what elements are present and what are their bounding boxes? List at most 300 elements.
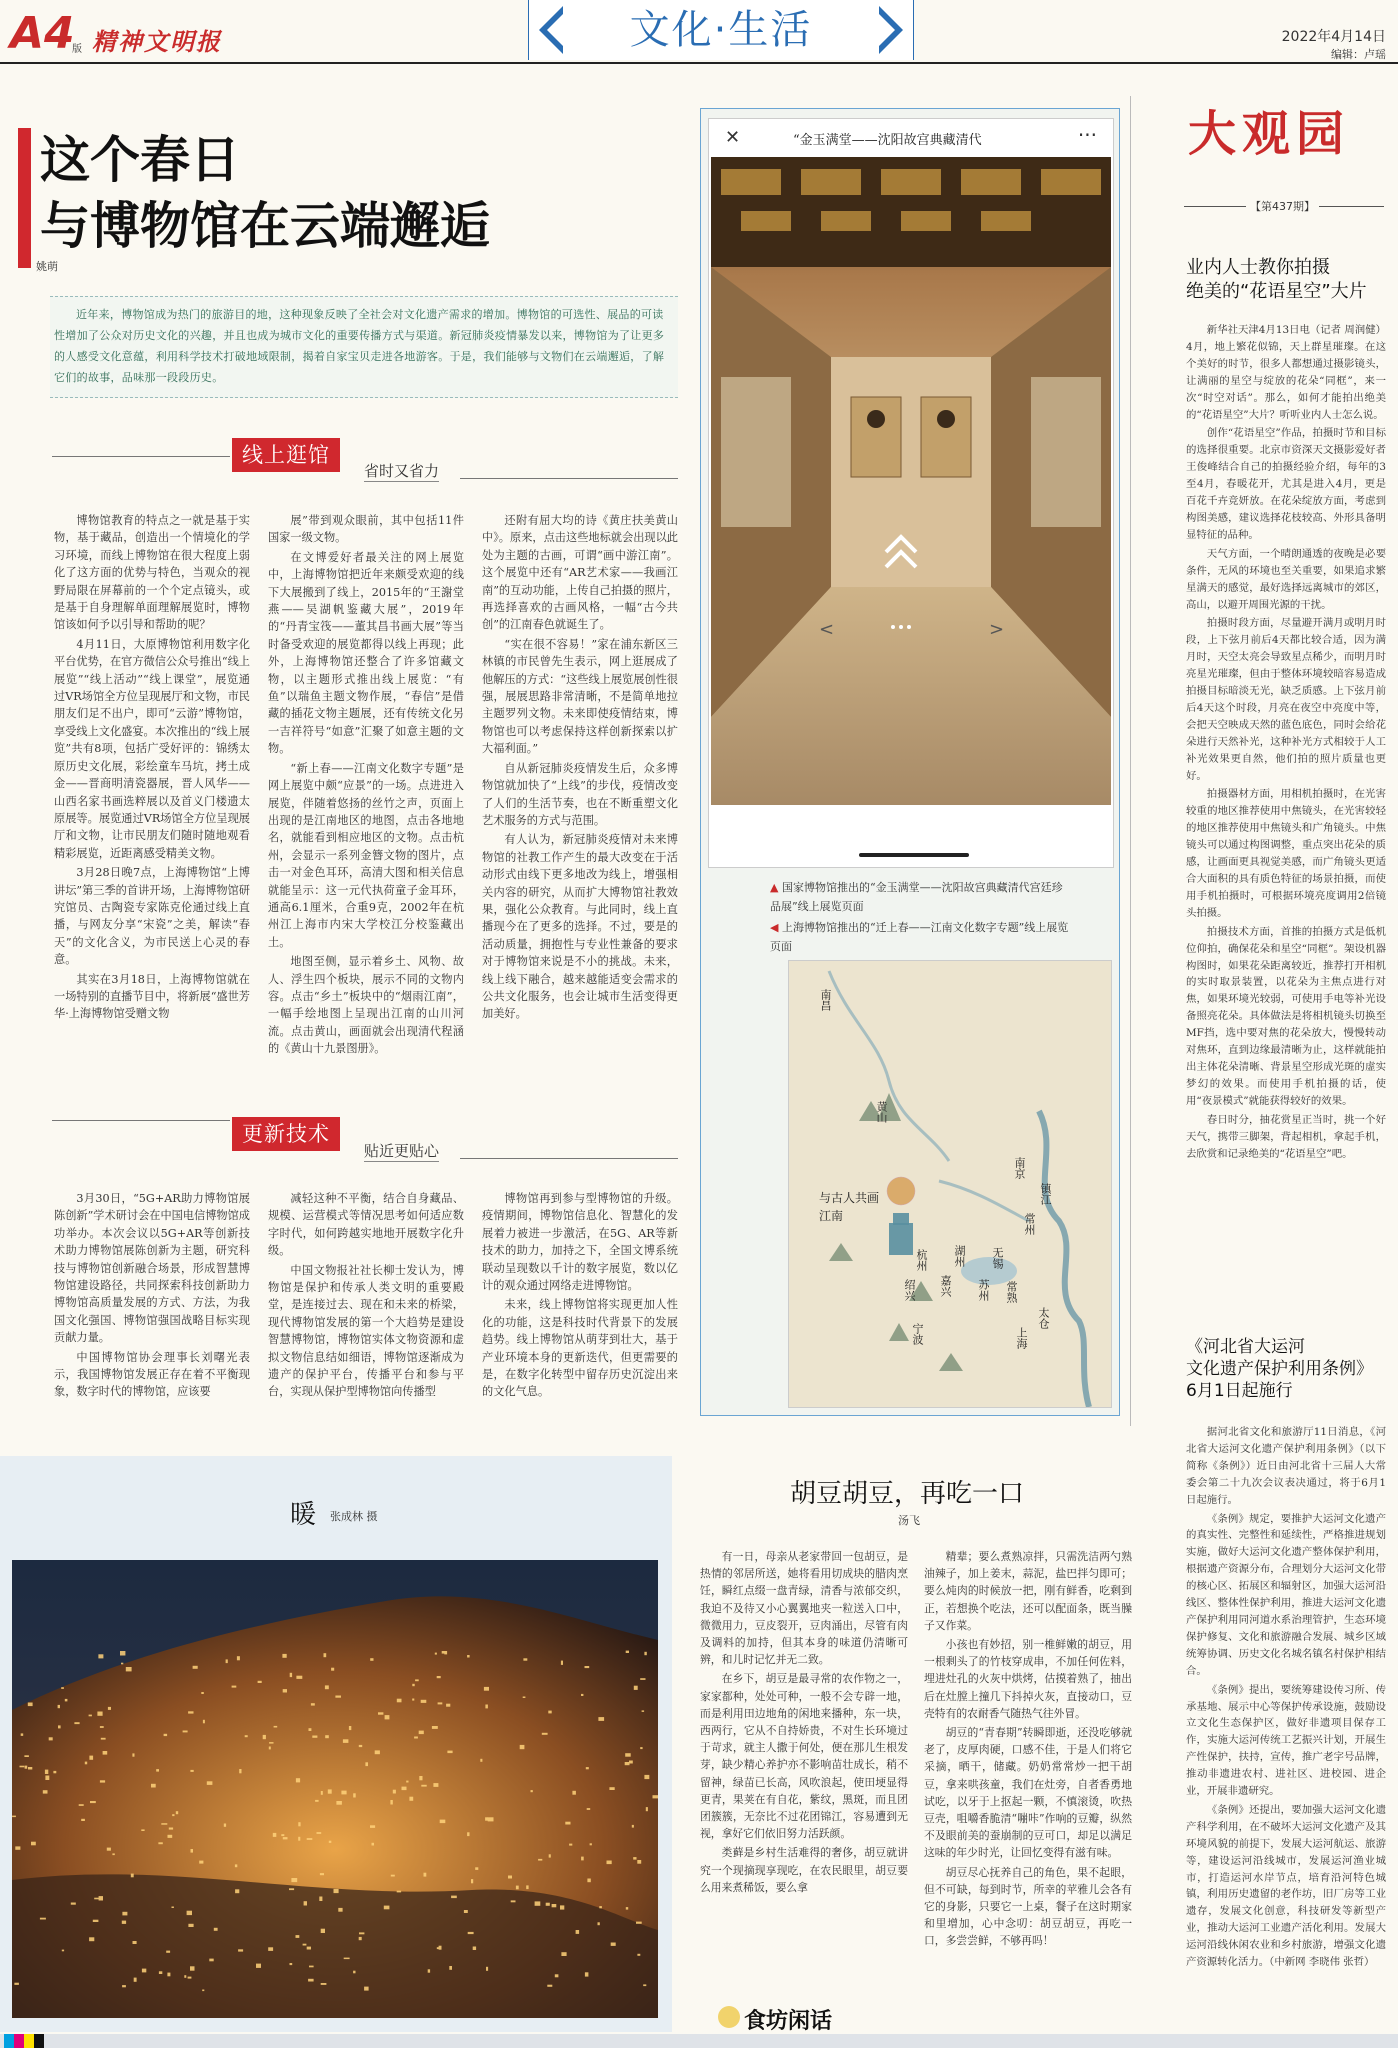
- window-light: [419, 1776, 422, 1780]
- window-light: [283, 1689, 287, 1692]
- window-light: [637, 1860, 641, 1864]
- window-light: [548, 1711, 551, 1714]
- window-light: [108, 1707, 111, 1710]
- window-light: [375, 1750, 380, 1754]
- window-light: [290, 1673, 292, 1677]
- section1-badge: 线上逛馆: [232, 438, 340, 472]
- window-light: [637, 1954, 640, 1956]
- window-light: [290, 1963, 293, 1965]
- window-light: [190, 1966, 195, 1970]
- window-light: [437, 1947, 440, 1949]
- window-light: [256, 1964, 261, 1968]
- window-light: [633, 1857, 636, 1860]
- window-light: [598, 1717, 604, 1721]
- window-light: [237, 1656, 240, 1660]
- window-light: [238, 1949, 243, 1951]
- window-light: [523, 1658, 527, 1660]
- window-light: [151, 1784, 156, 1788]
- window-light: [100, 1726, 104, 1728]
- section1-rule: [52, 456, 230, 457]
- window-light: [365, 1762, 368, 1766]
- window-light: [319, 1897, 322, 1902]
- sidebar-article2-title1: 《河北省大运河: [1186, 1337, 1305, 1357]
- window-light: [435, 1653, 437, 1655]
- caption-shanghai: [770, 918, 1070, 956]
- window-light: [214, 1928, 218, 1931]
- banner-left-arrow-icon: [535, 4, 565, 56]
- window-light: [629, 1761, 633, 1764]
- sidebar-article1-paragraph: 拍摄器材方面，用相机拍摄时，在光害较重的地区推荐使用中焦镜头，在光害较轻的地区推荐使用中焦镜头和广角镜头。中焦镜头可以通过构图调整，重点突出花朵的质感，让画面更具视觉美感，而广角镜头更适合大面积的具有质色特征的场景拍摄，而使用手机拍摄时，可根据环境亮度调用2倍镜头拍摄。: [1186, 788, 1386, 919]
- window-light: [321, 1929, 325, 1933]
- window-light: [485, 1817, 488, 1820]
- window-light: [31, 1842, 36, 1846]
- window-light: [58, 1725, 61, 1728]
- prev-arrow-icon[interactable]: <: [819, 619, 835, 640]
- title-red-bar: [18, 128, 31, 268]
- window-light: [626, 1907, 628, 1910]
- window-light: [428, 1969, 430, 1972]
- virtual-hall-image: [711, 157, 1111, 805]
- window-light: [168, 1835, 173, 1838]
- window-light: [636, 1922, 642, 1924]
- window-light: [188, 1977, 192, 1979]
- window-light: [523, 1697, 526, 1699]
- section1-col2-paragraph: “新上春——江南文化数字专题”是网上展览中颇“应景”的一场。点进进入展览，伴随着悠扬的丝竹之声，页面上出现的是江南地区的地图，点击各地地名，就能看到相应地区的文物。点击杭州，会显示一系列金簪文物的图片，点击一对金色耳环，高清大图和相关信息就能呈示：这一元代执荷童子金耳环，通高6.1厘米，合重9克，2002年在杭州江上海市内宋大学校江分校鉴藏出土。: [268, 761, 464, 949]
- phone-page-title: “金玉满堂——沈阳故宫典藏清代: [793, 133, 982, 148]
- window-light: [331, 1668, 334, 1671]
- window-light: [304, 1901, 307, 1905]
- window-light: [190, 1770, 193, 1772]
- section2-col3-paragraph: 博物馆再到参与型博物馆的升级。疫情期间，博物馆信息化、智慧化的发展着力被进一步激活，在5G、AR等新技术的助力，加持之下，全国文博系统联动呈现数以千计的数字展览，数以亿计的观众通过网络走进博物馆。: [482, 1192, 678, 1293]
- color-swatch-magenta: [14, 2034, 24, 2048]
- banner-right-arrow-icon: [877, 4, 907, 56]
- section1-col1-paragraph: 其实在3月18日，上海博物馆就在一场特别的直播节目中，将新展“盛世芳华·上海博物馆受赠文物: [54, 972, 250, 1021]
- window-light: [508, 1876, 512, 1879]
- window-light: [385, 1715, 390, 1719]
- jiangnan-map: [789, 961, 1111, 1407]
- sidebar-article2-title3: 6月1日起施行: [1186, 1381, 1293, 1401]
- print-color-bar: [0, 2034, 1398, 2048]
- window-light: [587, 1808, 591, 1810]
- section2-column3: [482, 1190, 678, 1426]
- window-light: [572, 1791, 576, 1795]
- window-light: [239, 1769, 241, 1773]
- window-light: [53, 1771, 56, 1773]
- window-light: [312, 1736, 317, 1738]
- section-banner: [528, 0, 914, 60]
- window-light: [122, 1912, 127, 1916]
- window-light: [626, 1651, 629, 1653]
- window-light: [467, 1832, 469, 1836]
- header-rule: [0, 62, 1398, 64]
- window-light: [187, 1911, 192, 1915]
- window-light: [561, 1661, 563, 1665]
- masthead: [0, 0, 1398, 64]
- window-light: [274, 1726, 278, 1728]
- window-light: [24, 1755, 29, 1757]
- window-light: [269, 1747, 271, 1750]
- window-light: [486, 1967, 488, 1971]
- caption-triangle-left-icon: ◀: [770, 921, 779, 934]
- sidebar-article2-paragraph: 《条例》提出，要统筹建设传习所、传承基地、展示中心等保护传承设施，鼓励设立文化生态保护区，做好非遗项目保存工作，实施大运河传统工艺振兴计划，开展生产性保护，扶持，宣传，推广老字号品牌，推动非遗进农村、进社区、进校园、进企业，开展非遗研究。: [1186, 1683, 1386, 1798]
- food-col2-paragraph: 小孩也有妙招，别一椎鲜嫩的胡豆，用一根剩头了的竹枝穿成串，不加任何佐料，埋进灶孔的火灰中烘烤，估摸着熟了，抽出后在灶膛上撞几下抖掉火灰，直接动口，豆壳特有的农耐香气随热气往外冒。: [924, 1638, 1132, 1720]
- window-light: [20, 1766, 25, 1768]
- section1-col2-paragraph: 地图至侧，显示着乡土、风物、故人、浮生四个板块，展示不同的文物内容。点击“乡土”板块中的“烟雨江南”，一幅手绘地图上呈现出江南的山川河流。点击黄山，画面就会出现清代程涵的《黄山十九景图册》。: [268, 955, 464, 1056]
- window-light: [442, 1651, 446, 1654]
- window-light: [341, 1791, 346, 1795]
- window-light: [167, 1973, 170, 1977]
- window-light: [609, 1787, 614, 1790]
- sidebar-article1-paragraph: 创作“花语星空”作品，拍摄时节和目标的选择很重要。北京市资深天文摄影爱好者王俊峰结合自己的拍摄经验介绍，每年的3至4月，春暖花开，尤其是进入4月，更是百花千卉竞妍放。在花朵绽放方面，考虑到构图美感，建议选择花枝较高、外形具备明显特征的品种。: [1186, 427, 1386, 541]
- window-light: [263, 1735, 266, 1739]
- window-light: [531, 1790, 533, 1792]
- map-label-suzhou: 苏州: [977, 1279, 990, 1301]
- window-light: [433, 1783, 438, 1787]
- window-light: [201, 1692, 204, 1694]
- window-light: [103, 1751, 108, 1755]
- window-light: [520, 1745, 525, 1749]
- section2-rule: [52, 1120, 230, 1121]
- window-light: [311, 1703, 315, 1705]
- window-light: [184, 1975, 186, 1978]
- section-title: 文化·生活: [629, 7, 813, 53]
- window-light: [549, 1854, 551, 1857]
- window-light: [141, 1829, 144, 1831]
- window-light: [126, 1667, 132, 1671]
- window-light: [464, 1910, 468, 1913]
- section2-column1: [54, 1190, 250, 1426]
- window-light: [321, 1983, 327, 1985]
- window-light: [132, 1753, 134, 1756]
- window-light: [320, 1873, 324, 1875]
- color-swatch-yellow: [24, 2034, 34, 2048]
- section1-col3-paragraph: “实在很不容易！”家在浦东新区三林镇的市民曾先生表示，网上逛展成了他解压的方式：“这些线上展览展创性很强，展展思路非常清晰，不是简单地拉主题罗列文物。未来即使疫情结束，博物馆也可以考虑保持这样创新探索以扩大福利面。”: [482, 637, 678, 756]
- window-light: [62, 1950, 64, 1952]
- window-light: [576, 1930, 580, 1934]
- main-author: 姚萌: [36, 260, 58, 273]
- window-light: [586, 1767, 589, 1769]
- window-light: [21, 1733, 24, 1736]
- window-light: [61, 1687, 64, 1689]
- window-light: [468, 1932, 474, 1934]
- window-light: [336, 1801, 342, 1805]
- map-label-taicang: 太仓: [1037, 1307, 1050, 1329]
- main-title-line2: 与博物馆在云端邂逅: [40, 197, 490, 255]
- window-light: [97, 1712, 102, 1716]
- map-label-jiaxing: 嘉兴: [939, 1275, 952, 1297]
- window-light: [372, 1843, 375, 1846]
- window-light: [414, 1737, 418, 1739]
- window-light: [485, 1705, 488, 1709]
- night-village-photo: [12, 1560, 658, 2018]
- window-light: [511, 1900, 516, 1902]
- window-light: [607, 1861, 612, 1865]
- section2-badge: 更新技术: [232, 1117, 340, 1151]
- sidebar-divider: [1130, 96, 1131, 1426]
- window-light: [298, 1822, 300, 1826]
- food-col1-paragraph: 有一日，母亲从老家带回一包胡豆，是热情的邻居所送，她将看用切成块的腊肉烹饪，瞬红点缀一盘青绿，清香与浓郁交织，我迫不及待又小心翼翼地夹一粒送入口中，微微用力，豆皮裂开，豆肉涌出，尽管有肉及调料的加持，但其本身的味道仍清晰可辨，和儿时记忆并无二致。: [700, 1550, 908, 1667]
- window-light: [45, 1770, 48, 1774]
- sidebar-article1-paragraph: 拍摄时段方面，尽量避开满月或明月时段，上下弦月前后4天都比较合适，因为满月时，天空太亮会导致星点稀少，而明月时亮星光璀璨，但由于整体环境较暗容易造成拍摄目标暗淡无光，缺乏质感。上下弦月前后4天这个时段，月亮在夜空中亮度中等，会把天空映成天然的蓝色底色，同时会给花朵进行天然补光，这种补光方式相较于人工补光效果更自然，他们拍的照片质量也更好。: [1186, 617, 1386, 782]
- window-light: [338, 1908, 342, 1912]
- window-light: [640, 1747, 642, 1749]
- window-light: [378, 1712, 383, 1714]
- window-light: [370, 1658, 373, 1661]
- window-light: [334, 1889, 339, 1893]
- map-label-shanghai: 上海: [1015, 1327, 1028, 1349]
- sidebar-issue: 【第437期】: [1246, 198, 1319, 214]
- food-column2: [924, 1548, 1132, 2018]
- window-light: [172, 1907, 174, 1909]
- next-arrow-icon[interactable]: >: [989, 619, 1005, 640]
- window-light: [480, 1759, 482, 1762]
- window-light: [587, 1879, 590, 1883]
- section2-rule-right: [460, 1158, 678, 1159]
- window-light: [560, 1905, 564, 1909]
- sidebar-column-title: 大观园: [1188, 106, 1351, 162]
- window-light: [415, 1679, 419, 1681]
- window-light: [402, 1787, 407, 1791]
- window-light: [632, 1825, 634, 1828]
- window-light: [343, 1739, 349, 1743]
- window-light: [98, 1654, 103, 1658]
- window-light: [542, 1733, 548, 1735]
- section1-col1-paragraph: 博物馆教育的特点之一就是基于实物，基于藏品，创造出一个情境化的学习环境，而线上博物馆在很大程度上弱化了这方面的优势与特色，当观众的视野局限在屏幕前的一个个定点镜头，或是基于自身理解单面理解展览时，博物馆该如何予以引导和帮助的呢？: [54, 514, 250, 632]
- section1-col2-paragraph: 展”带到观众眼前，其中包括11件国家一级文物。: [268, 514, 464, 545]
- window-light: [307, 1947, 311, 1950]
- food-col1-paragraph: 类藓是乡村生活难得的奢侈，胡豆就讲究一个现摘现享现吃，在农民眼里，胡豆要么用来煮稀饭，要么拿: [700, 1846, 908, 1894]
- window-light: [653, 1795, 659, 1798]
- section1-col3-paragraph: 还附有屈大均的诗《黄庄扶美黄山中》。原来，点击这些地标就会出现以此处为主题的古画，可谓“画中游江南”。这个展览中还有“AR艺术家——我画江南”的互动功能，上传自己拍摄的照片，再选择喜欢的古画风格，一幅“古今共创”的江南春色就诞生了。: [482, 514, 678, 632]
- window-light: [308, 1979, 314, 1982]
- window-light: [40, 1918, 46, 1920]
- window-light: [475, 1867, 478, 1870]
- window-light: [393, 1790, 396, 1794]
- window-light: [349, 1726, 351, 1730]
- food-author: 汤飞: [898, 1514, 920, 1527]
- window-light: [643, 1984, 646, 1986]
- caption-shanghai-text: 上海博物馆推出的“迁上春——江南文化数字专题”线上展览页面: [770, 921, 1069, 953]
- window-light: [258, 1681, 262, 1683]
- sidebar-article1-paragraph: 新华社天津4月13日电（记者 周润健）4月，地上繁花似锦，天上群星璀璨。在这个美好的时节，很多人都想通过摄影镜头，让满丽的星空与绽放的花朵“同框”，来一次“时空对话”。那么，如何才能拍出绝美的“花语星空”大片？听听业内人士怎么说。: [1186, 324, 1386, 421]
- window-light: [121, 1663, 123, 1665]
- section1-column2: [268, 512, 464, 1072]
- window-light: [344, 1958, 350, 1960]
- caption-gugong-text: 国家博物馆推出的“金玉满堂——沈阳故宫典藏清代宫廷珍品展”线上展览页面: [770, 881, 1063, 913]
- window-light: [191, 1849, 194, 1853]
- window-light: [646, 1807, 648, 1811]
- food-col1-paragraph: 在乡下，胡豆是最寻常的农作物之一，家家都种，处处可种，一般不会专辟一地，而是利用田边地角的闲地来播种，东一块，西两行，它从不自持娇贵，不对生长环境过于苛求，就主人撒于何处，便在那儿生根发芽，缺少精心养护亦不影响苗壮成长，稍不留神，绿苗已长高，风吹浪起，使田埂显得更青，果荚在有自花，紫纹，黑斑，而且团团簇簇，无奈比不过花团锦江，容易遭到无视，拿好它们依旧努力活跃颜。: [700, 1672, 908, 1841]
- window-light: [598, 1922, 600, 1925]
- window-light: [437, 1676, 441, 1678]
- sidebar-article2-title2: 文化遗产保护利用条例》: [1186, 1359, 1373, 1379]
- issue-date: 2022年4月14日: [1281, 29, 1386, 45]
- home-indicator: [859, 853, 969, 857]
- window-light: [169, 1828, 173, 1830]
- map-label-huzhou: 湖州: [953, 1245, 966, 1267]
- window-light: [391, 1875, 395, 1877]
- window-light: [421, 1700, 427, 1703]
- window-light: [273, 1833, 277, 1837]
- window-light: [166, 1951, 170, 1953]
- window-light: [471, 1879, 473, 1883]
- window-light: [224, 1824, 226, 1827]
- sidebar-article1-paragraph: 天气方面，一个晴朗通透的夜晚是必要条件，无风的环境也至关重要，如果追求繁星满天的感觉，最好选择远离城市的郊区，高山，以避开周围光源的干扰。: [1186, 547, 1386, 611]
- window-light: [100, 1780, 105, 1782]
- close-icon: ✕: [725, 127, 741, 148]
- window-light: [12, 1816, 16, 1818]
- window-light: [245, 1735, 248, 1737]
- lead-text: 近年来，博物馆成为热门的旅游目的地，这种现象反映了全社会对文化遗产需求的增加。博物馆的可选性、展品的可读性增加了公众对历史文化的兴趣，并且也成为城市文化的重要传播方式与渠道。新冠肺炎疫情暴发以来，博物馆为了让更多的人感受文化意蕴，利用科学技术打破地域限制，揭着自家宝贝走进各地游客。于是，我们能够与文物们在云端邂逅，了解它们的故事，品味那一段段历史。: [54, 308, 665, 384]
- sidebar-article1-paragraph: 拍摄技术方面，首推的拍摄方式是低机位仰拍，确保花朵和星空“同框”。架设机器构图时，如果花朵距离较近，推荐打开相机的实时取景装置，以花朵为主焦点进行对焦，如果环境光较弱，可使用手电等补光设备照亮花朵。具体做法是将相机镜头切换至MF挡，选中要对焦的花朵放大，慢慢转动对焦环，直到边缘最清晰为止，这样就能拍出主体花朵清晰、背景星空形成光斑的虚实梦幻的效果。而使用手机拍摄的话，使用“夜景模式”就能获得较好的效果。: [1186, 925, 1386, 1107]
- map-label-zhenjiang: 镇江: [1039, 1183, 1052, 1205]
- map-label-huangshan: 黄山: [875, 1101, 888, 1123]
- window-light: [172, 1814, 174, 1816]
- sidebar-article1-paragraph: 春日时分，抽花赏星正当时，挑一个好天气，携带三脚架，背起相机，拿起手机，去欣赏和记录绝美的“花语星空”吧。: [1186, 1113, 1386, 1160]
- window-light: [538, 1859, 542, 1861]
- window-light: [49, 1737, 53, 1740]
- more-icon: ···: [1077, 123, 1097, 147]
- window-light: [159, 1971, 162, 1974]
- window-light: [28, 1703, 33, 1707]
- window-light: [516, 1886, 519, 1890]
- window-light: [161, 1823, 167, 1825]
- window-light: [43, 1790, 48, 1793]
- food-column-name: 食坊闲话: [744, 2008, 833, 2034]
- window-light: [303, 1944, 307, 1946]
- window-light: [335, 1696, 341, 1698]
- window-light: [79, 1804, 84, 1806]
- window-light: [359, 1932, 364, 1934]
- window-light: [199, 1861, 203, 1864]
- window-light: [421, 1785, 426, 1787]
- window-light: [526, 1885, 528, 1889]
- window-light: [235, 1864, 237, 1867]
- window-light: [364, 1987, 369, 1991]
- window-light: [324, 1653, 327, 1657]
- window-light: [65, 1699, 68, 1702]
- food-col2-paragraph: 精辈；要么煮熟凉拌，只需洗洁两勺熟油辣子，加上姜末，蒜泥，盐巴拌匀即可；要么炖肉的时候放一把，刚有鲜香，吃剩到正，若想换个吃法，还可以配面条，既当臊子又作菜。: [924, 1550, 1132, 1632]
- window-light: [99, 1896, 103, 1900]
- sidebar-article2-paragraph: 《条例》规定，要推护大运河文化遗产的真实性、完整性和延续性，严格推进规划实施，做好大运河文化遗产整体保护利用，根据遗产资源分布，合理划分大运河文化带的核心区、拓展区和辐射区，加强大运河沿线区、整体性保护利用，推进大运河文化遗产保护利用同河道水系治理管护，生态环境保护修复、文化和旅游融合发展、城乡区域统筹协调、历史文化名城名镇名村保护相结合。: [1186, 1512, 1386, 1677]
- window-light: [625, 1753, 631, 1757]
- window-light: [315, 1800, 319, 1802]
- window-light: [283, 1837, 288, 1839]
- window-light: [89, 1937, 94, 1941]
- photo-title: 暖: [290, 1500, 317, 1530]
- section1-col2-paragraph: 在文博爱好者最关注的网上展览中，上海博物馆把近年来颇受欢迎的线下大展搬到了线上，2015年的“王謝堂燕——吴湖帆鉴藏大展”，2019年的“丹青宝筏——董其昌书画大展”等当时备受欢迎的展览都得以线上再现；此外，上海博物馆还整合了许多馆藏文物，以主题形式推出线上展览：“有鱼”以瑞鱼主题文物作展，“春信”是借藏的插花文物主题展，还有传统文化另一吉祥符号“如意”汇聚了如意主题的文物。: [268, 550, 464, 756]
- window-light: [58, 1705, 60, 1708]
- window-light: [321, 1791, 323, 1795]
- food-col2-paragraph: 胡豆尽心抚养自己的角色，果不起眼，但不可缺，每到时节，所幸的苹雅儿会各有它的身影，只要它一上桌，餐子在这时期家和里增加，心中念叨：胡豆胡豆，再吃一口，多尝尝鲜，不够再吗！: [924, 1865, 1132, 1948]
- window-light: [112, 1853, 114, 1855]
- window-light: [89, 1756, 93, 1760]
- window-light: [107, 1848, 111, 1851]
- map-label-shaoxing: 绍兴: [903, 1279, 916, 1301]
- window-light: [81, 1819, 85, 1821]
- window-light: [317, 1832, 322, 1834]
- section2-col3-paragraph: 未来，线上博物馆将实现更加人性化的功能，这是科技时代背景下的发展趋势。线上博物馆从萌芽到壮大，基于产业环境本身的更新迭代，但更需要的是，在数字化转型中留存历史沉淀出来的文化气息。: [482, 1298, 678, 1399]
- window-light: [599, 1906, 602, 1908]
- window-light: [282, 1654, 286, 1658]
- window-light: [45, 1776, 49, 1781]
- window-light: [473, 1947, 476, 1951]
- window-light: [74, 1722, 79, 1724]
- window-light: [625, 1762, 630, 1765]
- window-light: [328, 1789, 332, 1793]
- food-column1: [700, 1548, 908, 2018]
- window-light: [268, 1947, 273, 1951]
- window-light: [296, 1778, 300, 1782]
- window-light: [585, 1972, 589, 1976]
- window-light: [585, 1666, 590, 1668]
- window-light: [419, 1731, 424, 1735]
- window-light: [329, 1841, 332, 1843]
- window-light: [432, 1726, 438, 1729]
- window-light: [359, 1745, 362, 1747]
- sidebar-article1-title1: 业内人士教你拍摄: [1186, 257, 1330, 278]
- window-light: [202, 1990, 204, 1992]
- color-swatch-black: [34, 2034, 44, 2048]
- phone-screenshot-jiangnan-map: [788, 960, 1112, 1408]
- window-light: [188, 1924, 193, 1927]
- window-light: [397, 1891, 401, 1893]
- editor-credit: 编辑：卢瑶: [1331, 48, 1386, 61]
- window-light: [296, 1676, 302, 1679]
- caption-triangle-up-icon: ▲: [770, 881, 779, 894]
- window-light: [93, 1920, 99, 1922]
- window-light: [644, 1652, 646, 1655]
- window-light: [309, 1728, 312, 1731]
- window-light: [193, 1666, 198, 1669]
- sidebar-article2-paragraph: 《条例》还提出，要加强大运河文化遗产科学利用，在不破坏大运河文化遗产及其环境风貌的前提下，发展大运河航运、旅游等，建设运河沿线城市，发展运河渔业城市，打造运河水岸节点，培育沿河特色城镇，利用历史遗留的老作坊，旧厂房等工业遗存，发展文化创意，科技研发等新型产业，推动大运河工业遗产活化利用。发展大运河沿线休闲农业和乡村旅游，增强文化遗产资源转化活力。（中新网 李晓伟 张哲）: [1186, 1803, 1386, 1969]
- window-light: [406, 1781, 408, 1783]
- window-light: [325, 1735, 329, 1738]
- sidebar-article1-title2: 绝美的“花语星空”大片: [1186, 281, 1367, 302]
- map-label-nanchang: 南昌: [819, 989, 832, 1011]
- window-light: [269, 1742, 273, 1744]
- window-light: [325, 1685, 329, 1689]
- color-swatch-cyan: [4, 2034, 14, 2048]
- window-light: [291, 1878, 297, 1882]
- window-light: [590, 1843, 592, 1845]
- section1-column1: [54, 512, 250, 1072]
- coffee-cup-icon: [718, 2006, 740, 2028]
- window-light: [296, 1935, 300, 1938]
- window-light: [353, 1971, 355, 1974]
- section2-column2: [268, 1190, 464, 1426]
- window-light: [611, 1943, 616, 1946]
- window-light: [640, 1678, 645, 1680]
- window-light: [569, 1844, 572, 1846]
- newspaper-name: 精神文明报: [92, 27, 222, 56]
- window-light: [133, 1941, 137, 1944]
- window-light: [412, 1684, 414, 1686]
- window-light: [424, 1873, 427, 1877]
- window-light: [447, 1751, 452, 1754]
- map-label-hangzhou: 杭州: [915, 1249, 928, 1271]
- window-light: [307, 1838, 313, 1840]
- window-light: [89, 1715, 92, 1717]
- window-light: [644, 1775, 649, 1779]
- section2-col2-paragraph: 中国文物报社社长柳士发认为，博物馆是保护和传承人类文明的重要殿堂，是连接过去、现在和未来的桥梁，现代博物馆发展的第一个大趋势是建设智慧博物馆，博物馆实体文物资源和虚拟文物信息结如细语，博物馆逐渐成为遗产的保护平台，传播平台和参与平台，实现从保护型博物馆向传播型: [268, 1263, 464, 1399]
- window-light: [131, 1874, 134, 1878]
- window-light: [85, 1762, 87, 1765]
- window-light: [120, 1651, 125, 1656]
- window-light: [446, 1704, 450, 1707]
- sidebar-article2-body: [1186, 1424, 1386, 2022]
- caption-gugong: [770, 878, 1070, 916]
